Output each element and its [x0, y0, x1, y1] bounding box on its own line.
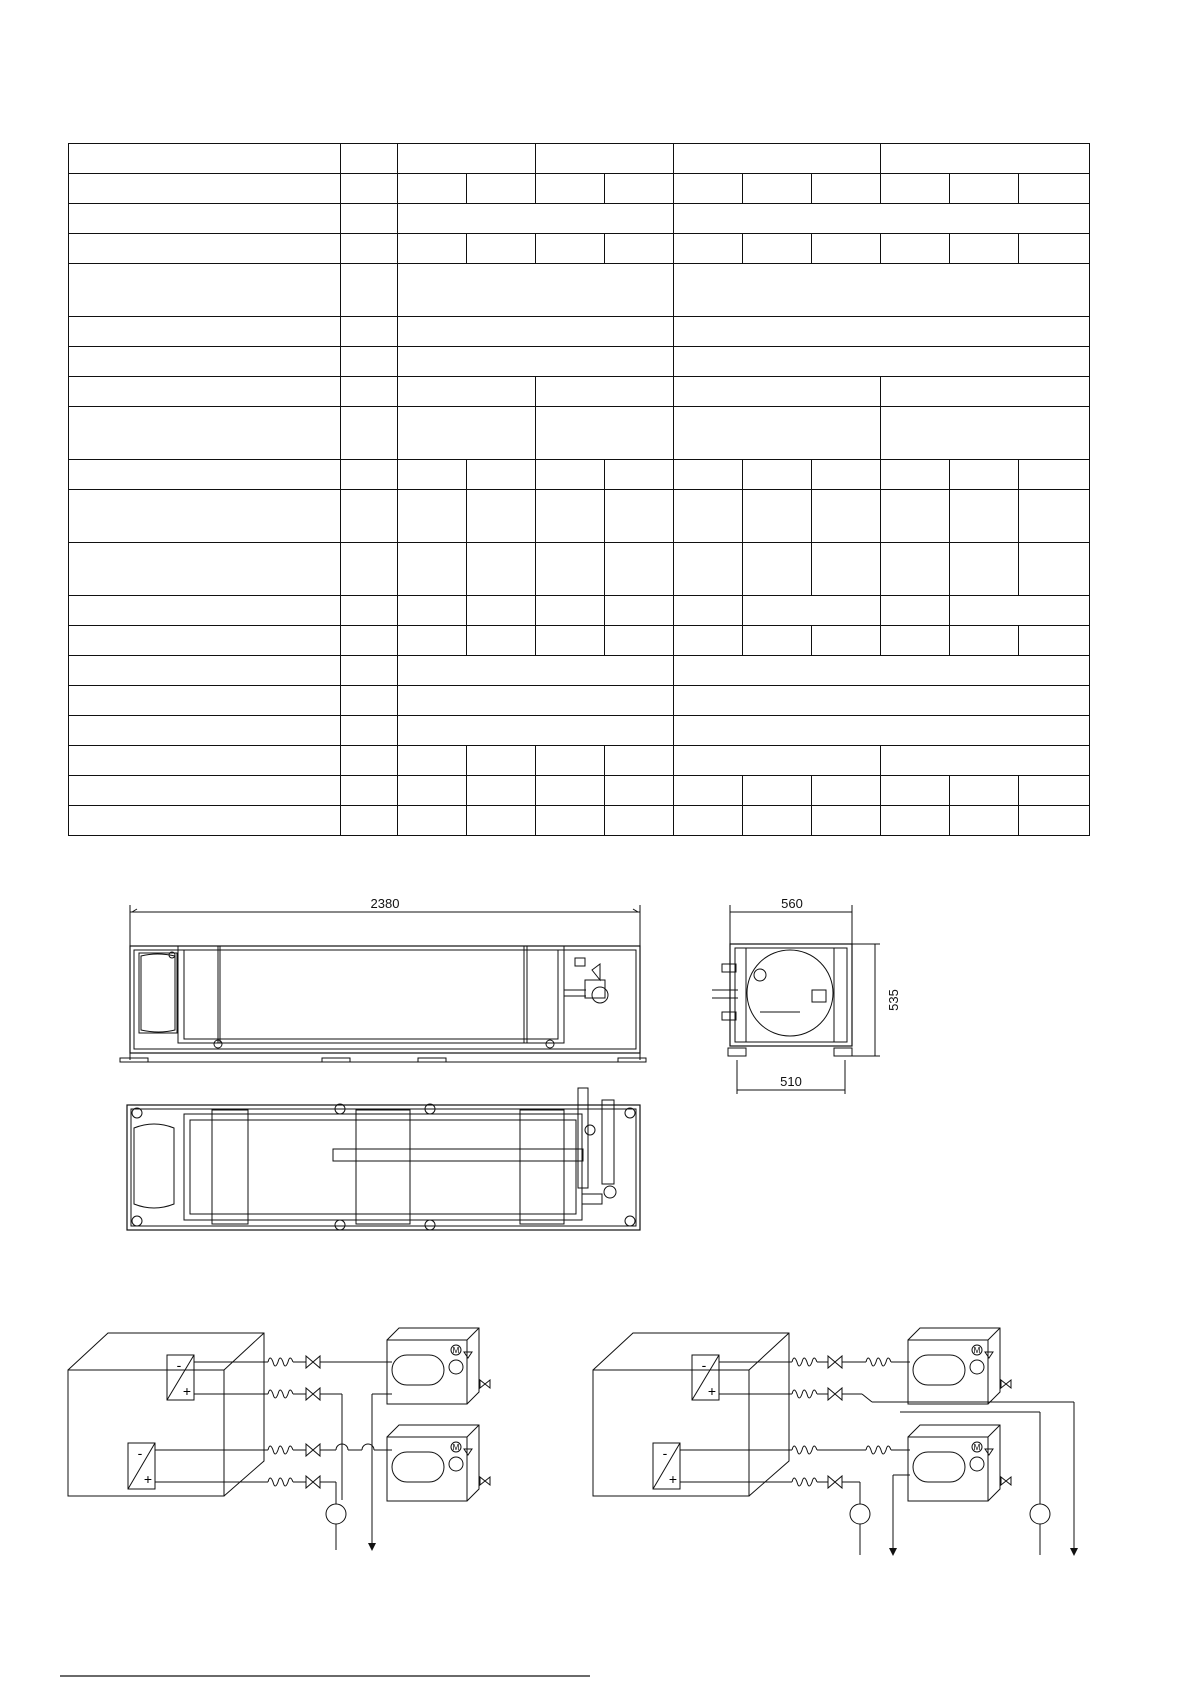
top-view-drawing: [127, 1088, 640, 1230]
plus-symbol: +: [707, 1383, 717, 1399]
minus-symbol: -: [176, 1357, 182, 1373]
schematic-right: [593, 1328, 1074, 1555]
minus-symbol: -: [137, 1445, 143, 1461]
schematic-left: [68, 1328, 490, 1550]
plus-symbol: +: [668, 1471, 678, 1487]
motor-symbol: M: [452, 1443, 460, 1452]
dimension-end-inner-width: 510: [780, 1074, 802, 1089]
side-view-drawing: [120, 905, 646, 1062]
plus-symbol: +: [143, 1471, 153, 1487]
pipe-row: [194, 1356, 392, 1368]
motor-symbol: M: [973, 1346, 981, 1355]
dimension-end-height: 535: [886, 989, 901, 1011]
pipe-row: [155, 1444, 392, 1456]
dimension-end-width: 560: [781, 896, 803, 911]
motor-symbol: M: [452, 1346, 460, 1355]
end-view-drawing: [712, 905, 880, 1094]
motor-symbol: M: [973, 1443, 981, 1452]
pipe-row: [155, 1476, 336, 1504]
minus-symbol: -: [701, 1357, 707, 1373]
minus-symbol: -: [662, 1445, 668, 1461]
dimension-length: 2380: [370, 896, 400, 911]
plus-symbol: +: [182, 1383, 192, 1399]
